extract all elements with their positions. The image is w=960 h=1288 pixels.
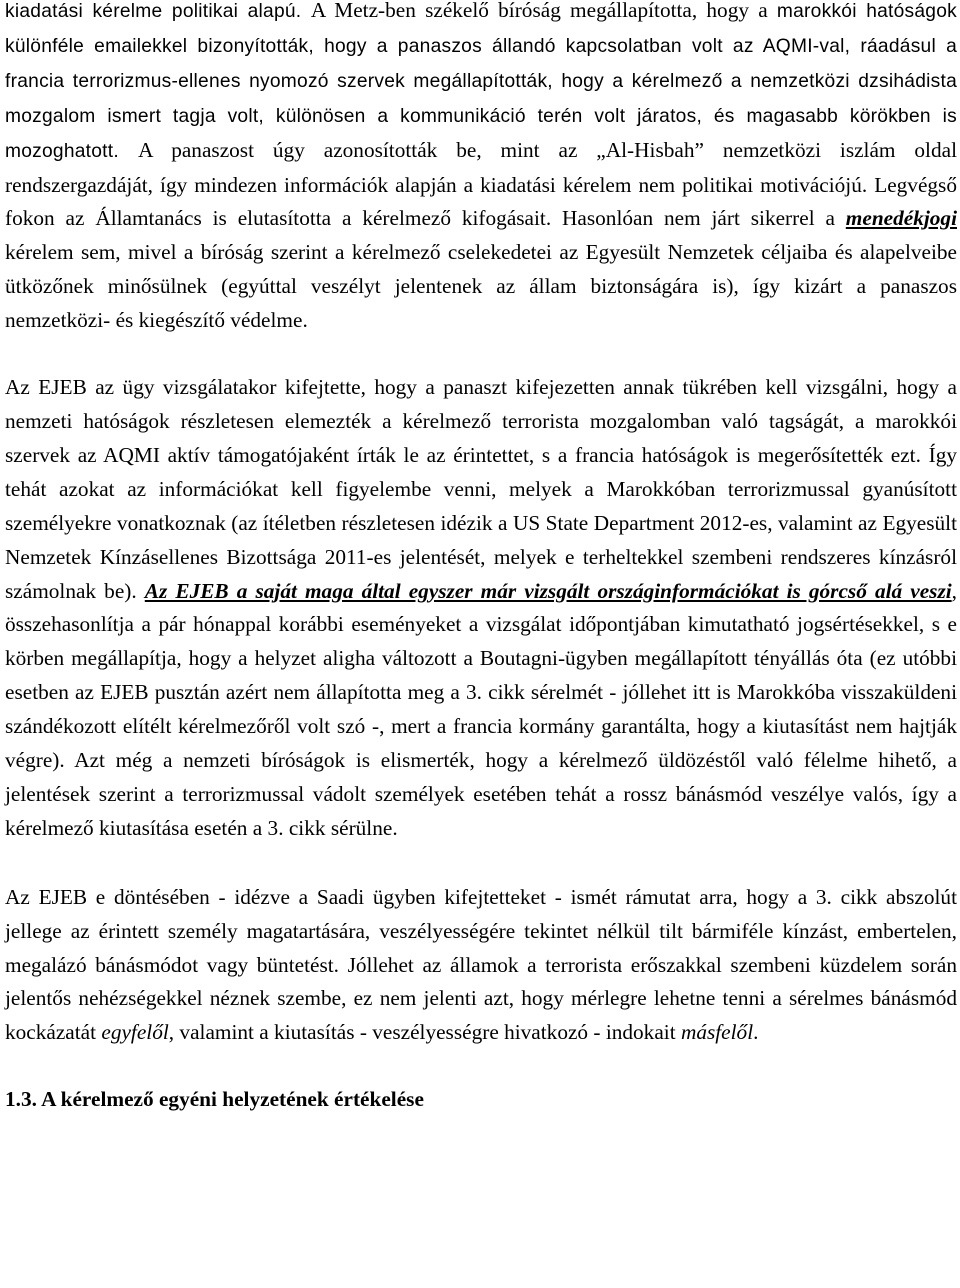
document-page — [5, 0, 957, 1117]
paragraph-3-text-2: , valamint a kiutasítás - veszélyességre hivatkozó - indokait — [168, 1020, 681, 1045]
paragraph-1-sans-text: kiadatási kérelme politikai alapú. — [5, 1, 311, 22]
paragraph-2 — [5, 371, 957, 846]
paragraph-2-text: Az EJEB az ügy vizsgálatakor kifejtette, hogy a panaszt kifejezetten annak tükrében kell vizsgálni, hogy a nemzeti hatóságok részletesen elemezték a kérelmező terrorista mozgalomban való tagságát, a marokkói szervek az AQMI aktív támogatójaként írták le az érintettet, s a francia hatóságok is megerősítették ezt. Így tehát azokat az információkat kell figyelembe venni, melyek a Marokkóban terrorizmussal gyanúsított személyekre vonatkoznak (az ítéletben részletesen idézik a US State Department 2012-es, valamint az Egyesült Nemzetek Kínzásellenes Bizottsága 2011-es jelentését, melyek e terheltekkel szembeni rendszeres kínzásról számolnak be). — [5, 375, 957, 603]
paragraph-3-italic-2: másfelől — [680, 1020, 754, 1045]
paragraph-2-text-2: , összehasonlítja a pár hónappal korábbi eseményeket a vizsgálat időpontjában kimutatható jogsértésekkel, s e körben megállapítja, hogy a helyzet aligha változott a Boutagni-ügyben megállapított tényállás óta (ez utóbbi esetben az EJEB pusztán azért nem állapította meg a 3. cikk sérelmét - jóllehet itt is Marokkóba visszaküldeni szándékozott elítélt kérelmezőről volt szó -, mert a francia kormány garantálta, hogy a kiutasítást nem hajtják végre). Azt még a nemzeti bíróságok is elismerték, hogy a kérelmező üldözéstől való félelme hihető, a jelentések szerint a terrorizmussal vádolt személyek esetében tehát a rossz bánásmód veszélye valós, így a kérelmező kiutasítása esetén a 3. cikk sérülne. — [5, 578, 957, 840]
paragraph-3-text: Az EJEB e döntésében - idézve a Saadi ügyben kifejtetteket - ismét rámutat arra, hogy a 3. cikk abszolút jellege az érintett személy magatartására, veszélyességére tekintet nélkül tilt bármiféle kínzást, embertelen, megalázó bánásmódot vagy büntetést. Jóllehet az államok a terrorista erőszakkal szembeni küzdelem során jelentős nehézségekkel néznek szembe, ez nem jelenti azt, hogy mérlegre lehetne tenni a sérelmes bánásmód kockázatát — [5, 884, 957, 1045]
paragraph-1-serif-text-2: A panaszost úgy azonosították be, mint az „Al-Hisbah” nemzetközi iszlám oldal rendszergazdáját, így mindezen információk alapján a kiadatási kérelem nem politikai motivációjú. Legvégső fokon az Államtanács is elutasította a kérelmező kifogásait. Hasonlóan nem járt sikerrel a — [5, 137, 957, 231]
paragraph-2-emphasis: Az EJEB a saját maga által egyszer már vizsgált országinformációkat is górcső alá veszi — [144, 578, 952, 603]
paragraph-1 — [5, 0, 957, 338]
paragraph-1-emphasized-word: menedékjogi — [845, 206, 957, 231]
paragraph-3 — [5, 881, 957, 1051]
paragraph-1-serif-text-3: kérelem sem, mivel a bíróság szerint a kérelmező cselekedetei az Egyesült Nemzetek céljaiba és alapelveibe ütközőnek minősülnek (egyúttal veszélyt jelentenek az állam biztonságára is), így kizárt a panaszos nemzetközi- és kiegészítő védelme. — [5, 240, 957, 333]
paragraph-3-text-3: . — [753, 1020, 759, 1045]
paragraph-1-sans-text-2: marokkói hatóságok különféle emailekkel bizonyították, hogy a panaszos állandó kapcsolatban volt az AQMI-val, ráadásul a francia terrorizmus-ellenes nyomozó szervek megállapították, hogy a kérelmező a nemzetközi dzsihádista mozgalom ismert tagja volt, különösen a kommunikáció terén volt járatos, és magasabb körökben is mozoghatott. — [5, 1, 957, 162]
paragraph-1-serif-text: A Metz-ben székelő bíróság megállapította, hogy a — [310, 0, 777, 22]
section-heading: 1.3. A kérelmező egyéni helyzetének értékelése — [5, 1087, 424, 1112]
paragraph-3-italic-1: egyfelől — [101, 1020, 169, 1045]
